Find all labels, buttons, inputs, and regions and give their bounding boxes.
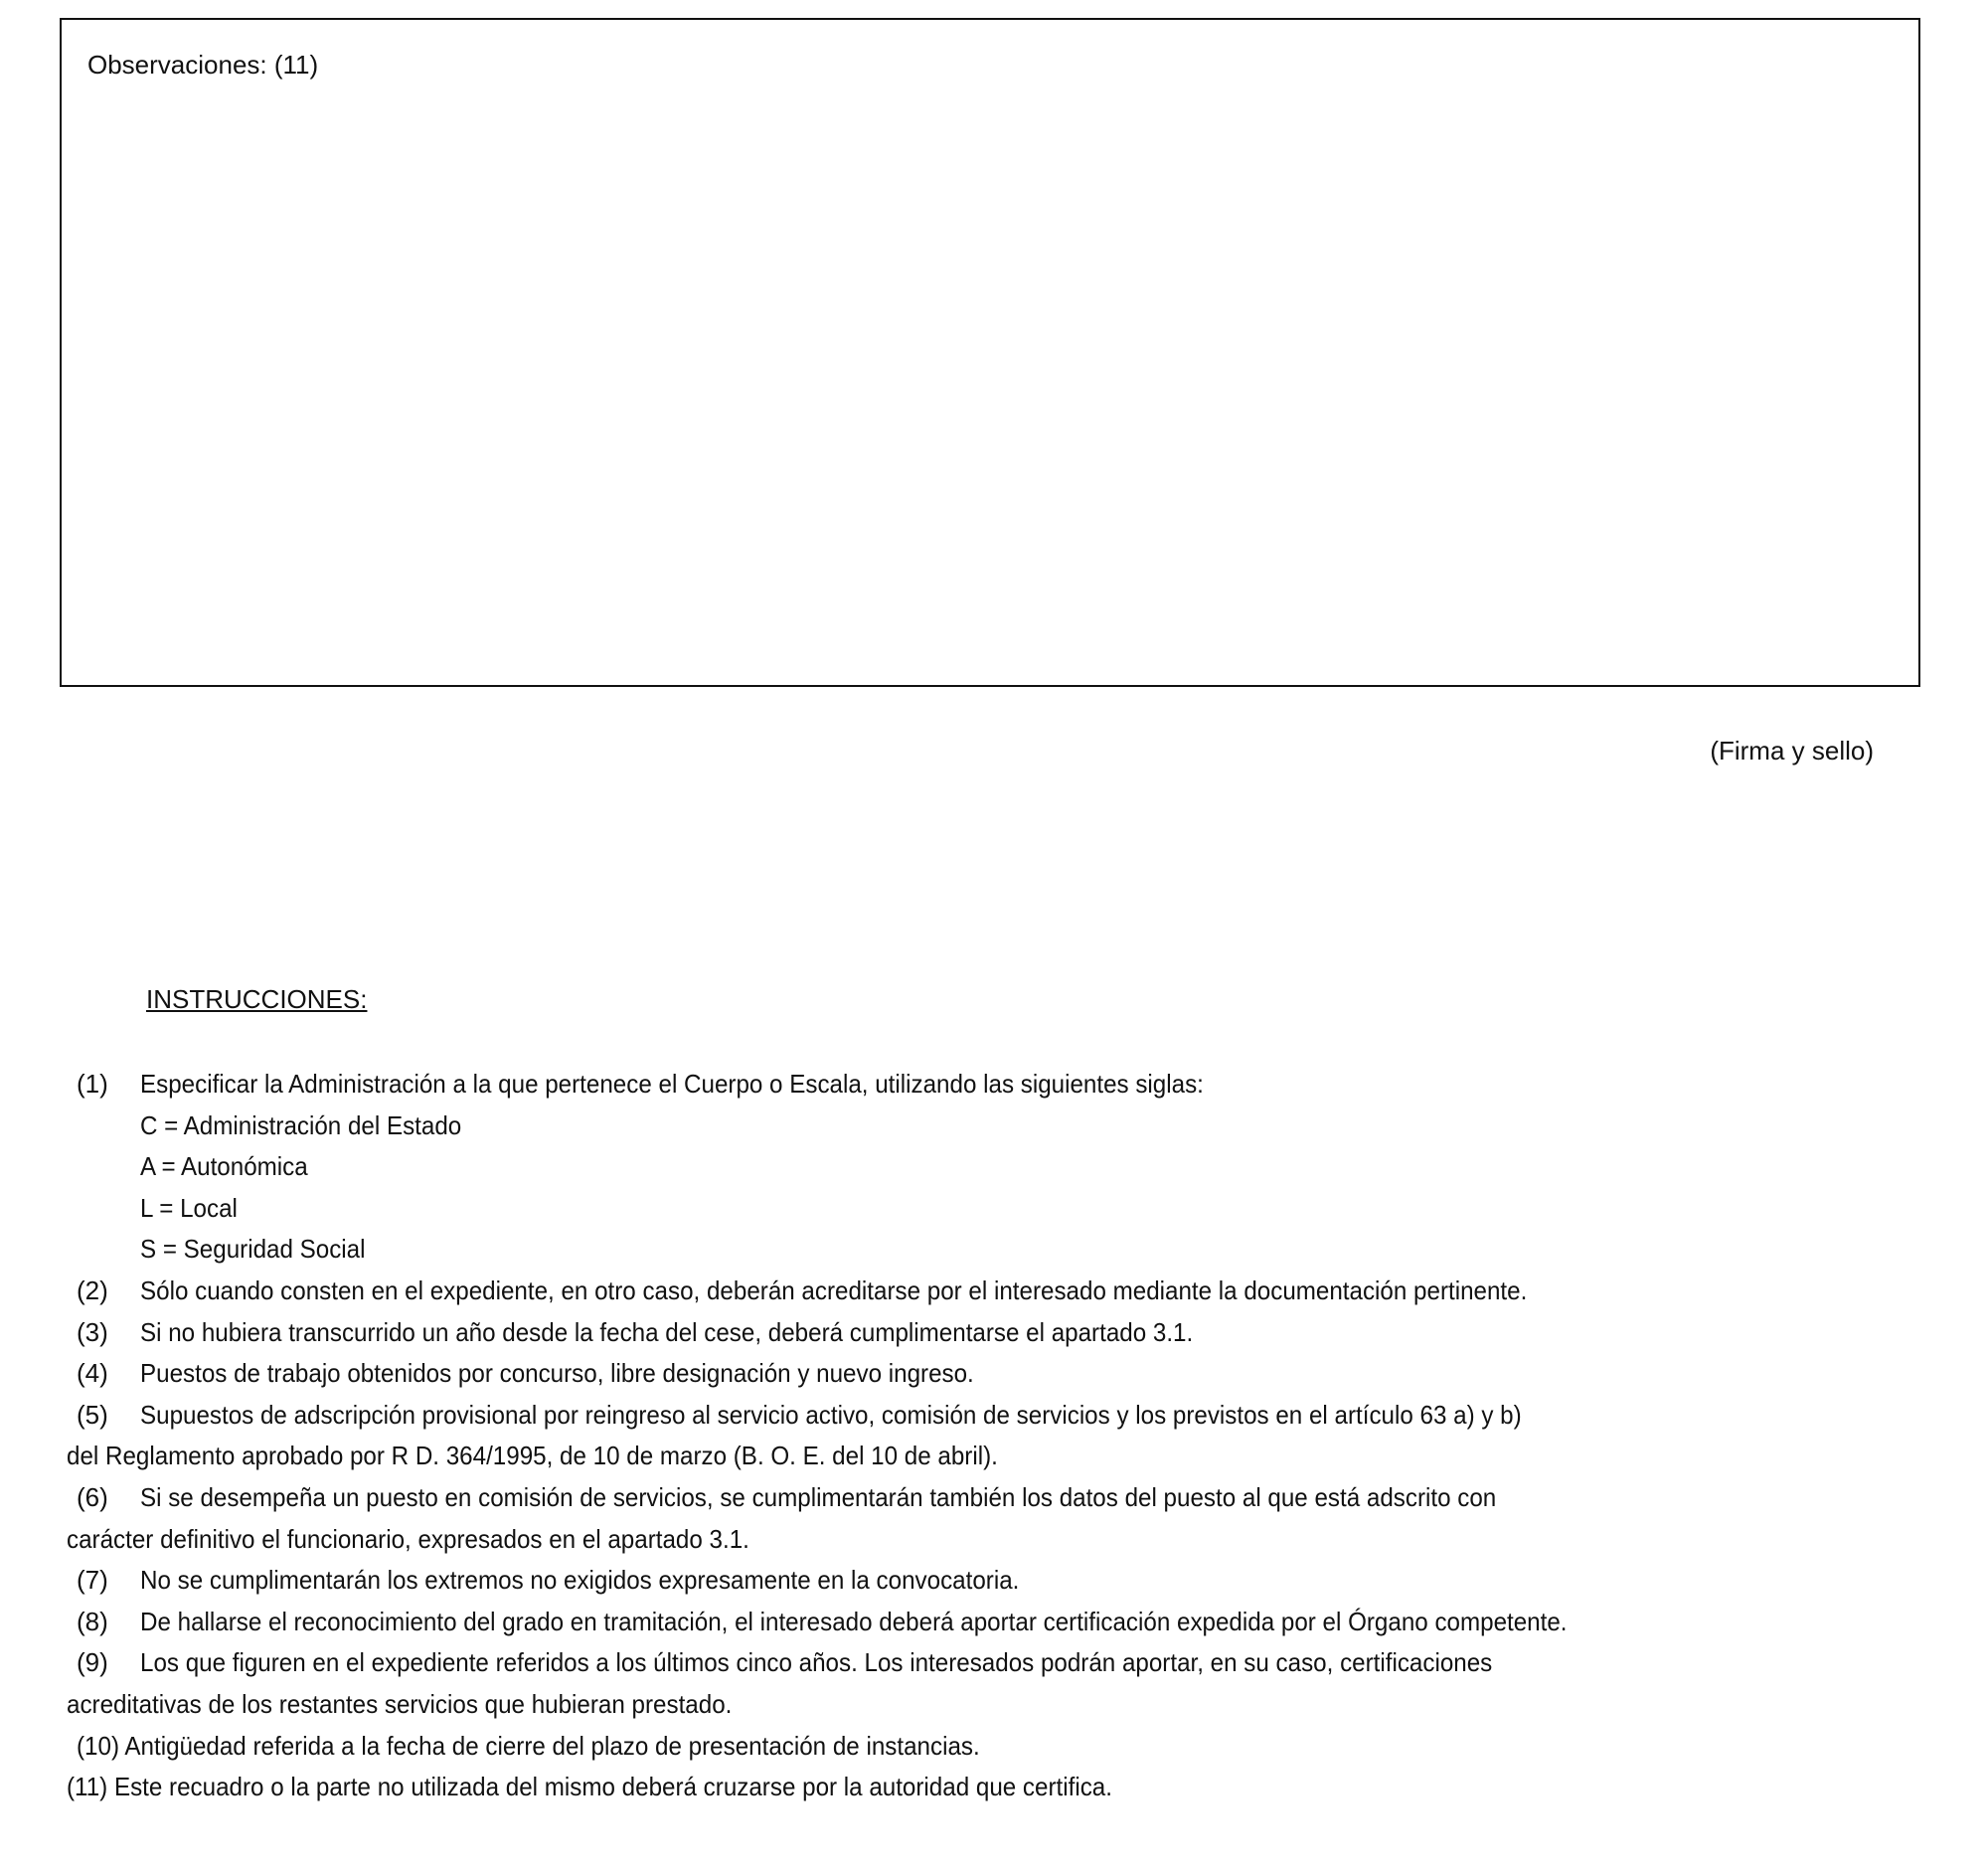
instruction-item-5-cont xyxy=(67,1436,1925,1477)
item-text: acreditativas de los restantes servicios que hubieran prestado. xyxy=(67,1688,733,1719)
item-number: (4) xyxy=(77,1358,108,1389)
instruction-item-5 xyxy=(67,1395,1925,1437)
sigla-text: L = Local xyxy=(140,1192,238,1223)
sigla-text: A = Autonómica xyxy=(140,1151,308,1182)
item-text: Este recuadro o la parte no utilizada del mismo deberá cruzarse por la autoridad que certifica. xyxy=(113,1772,1112,1802)
instructions-title: INSTRUCCIONES: xyxy=(146,984,368,1014)
instruction-item-4 xyxy=(67,1353,1925,1395)
sigla-c xyxy=(67,1106,1925,1147)
item-text: Supuestos de adscripción provisional por reingreso al servicio activo, comisión de servicios y los previstos en el artículo 63 a) y b) xyxy=(140,1399,1522,1430)
observations-label: Observaciones: (11) xyxy=(87,50,319,80)
observations-box xyxy=(60,18,1920,687)
instruction-item-3 xyxy=(67,1312,1925,1354)
sigla-a xyxy=(67,1146,1925,1188)
item-text: Antigüedad referida a la fecha de cierre del plazo de presentación de instancias. xyxy=(124,1730,980,1761)
instruction-item-2 xyxy=(67,1271,1925,1312)
item-number: (2) xyxy=(77,1275,108,1305)
instruction-item-8 xyxy=(67,1602,1925,1643)
instruction-item-1 xyxy=(67,1064,1925,1106)
item-text: Si se desempeña un puesto en comisión de servicios, se cumplimentarán también los datos del puesto al que está adscrito con xyxy=(140,1481,1497,1512)
item-number: (11) xyxy=(67,1772,108,1802)
item-number: (5) xyxy=(77,1399,108,1430)
item-text: Puestos de trabajo obtenidos por concurso, libre designación y nuevo ingreso. xyxy=(140,1358,974,1389)
instruction-item-10 xyxy=(67,1726,1925,1768)
sigla-text: C = Administración del Estado xyxy=(140,1109,462,1140)
item-text: No se cumplimentarán los extremos no exigidos expresamente en la convocatoria. xyxy=(140,1565,1020,1596)
item-number: (8) xyxy=(77,1606,108,1636)
sigla-l xyxy=(67,1188,1925,1230)
item-text: del Reglamento aprobado por R D. 364/1995, de 10 de marzo (B. O. E. del 10 de abril). xyxy=(67,1441,998,1471)
sigla-s xyxy=(67,1229,1925,1271)
item-number: (6) xyxy=(77,1481,108,1512)
item-number: (7) xyxy=(77,1565,108,1596)
item-text: Los que figuren en el expediente referidos a los últimos cinco años. Los interesados podrán aportar, en su caso, certificaciones xyxy=(140,1647,1493,1678)
item-text: Sólo cuando consten en el expediente, en otro caso, deberán acreditarse por el interesado mediante la documentación pertinente. xyxy=(140,1275,1528,1305)
sigla-text: S = Seguridad Social xyxy=(140,1234,366,1265)
instruction-item-11 xyxy=(67,1767,1925,1808)
item-text: Especificar la Administración a la que pertenece el Cuerpo o Escala, utilizando las siguientes siglas: xyxy=(140,1069,1204,1099)
item-text: De hallarse el reconocimiento del grado en tramitación, el interesado deberá aportar certificación expedida por el Órgano competente. xyxy=(140,1606,1568,1636)
item-text: carácter definitivo el funcionario, expresados en el apartado 3.1. xyxy=(67,1523,749,1554)
instruction-item-6 xyxy=(67,1477,1925,1519)
item-number: (10) xyxy=(77,1730,120,1761)
instruction-item-6-cont xyxy=(67,1519,1925,1561)
item-number: (1) xyxy=(77,1069,108,1099)
instructions-list xyxy=(67,1064,1925,1808)
item-number: (9) xyxy=(77,1647,108,1678)
signature-label: (Firma y sello) xyxy=(1710,736,1874,765)
instruction-item-9-cont xyxy=(67,1684,1925,1726)
item-number: (3) xyxy=(77,1316,108,1347)
instruction-item-7 xyxy=(67,1560,1925,1602)
item-text: Si no hubiera transcurrido un año desde la fecha del cese, deberá cumplimentarse el apartado 3.1. xyxy=(140,1316,1194,1347)
instruction-item-9 xyxy=(67,1642,1925,1684)
